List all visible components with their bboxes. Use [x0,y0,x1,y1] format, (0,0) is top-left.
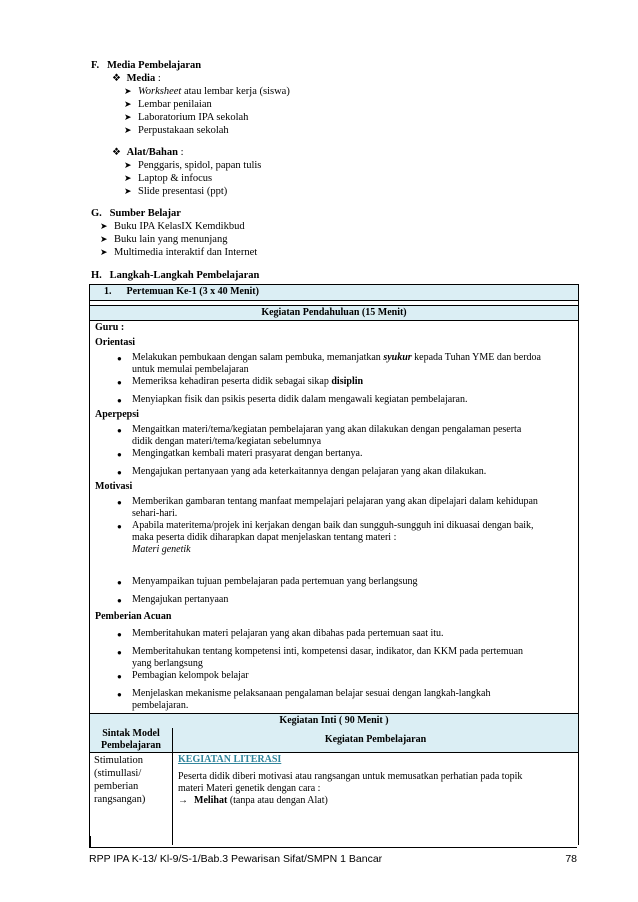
stim-line: pemberian [94,781,139,792]
disiplin-text: disiplin [331,376,364,387]
motivasi-item-cont: maka peserta didik diharapkan dapat menjelaskan tentang materi : [132,532,397,543]
guru-label: Guru : [95,322,125,333]
pendahuluan-header [90,305,578,321]
sumber-item [100,221,245,232]
apersepsi-heading: Aperpepsi [95,409,139,420]
dot-bullet-icon: ● [117,426,122,435]
page-number: 78 [565,853,577,865]
orientasi-item-cont: untuk memulai pembelajaran [132,364,249,375]
acuan-item: Menjelaskan mekanisme pelaksanaan pengalaman belajar sesuai dengan langkah-langkah [132,688,491,699]
col-sintak-line: Pembelajaran [101,740,161,751]
alat-row: ❖ Alat/Bahan : [112,147,184,158]
motivasi-item: Memberikan gambaran tentang manfaat mempelajari pelajaran yang akan dipelajari dalam kehidupan [132,496,538,507]
dot-bullet-icon: ● [117,498,122,507]
motivasi-item: Apabila materitema/projek ini kerjakan dengan baik dan sungguh-sungguh ini dikuasai dengan baik, [132,520,534,531]
sumber-item-label: Multimedia interaktif dan Internet [114,247,258,258]
media-row: ❖ Media : [112,73,161,84]
arrow-bullet-icon: ➤ [124,173,132,183]
motivasi-item: Mengajukan pertanyaan [132,594,229,605]
orientasi-item [132,376,363,388]
media-item-label: Laboratorium IPA sekolah [138,112,249,123]
dot-bullet-icon: ● [117,522,122,531]
column-header-row [90,728,578,753]
inti-title: Kegiatan Inti ( 90 Menit ) [279,715,389,726]
text-part: Memeriksa kehadiran peserta didik sebagai sikap [132,376,332,387]
dot-bullet-icon: ● [117,396,122,405]
syukur-text: syukur [383,352,412,363]
col-sintak-line: Sintak Model [102,728,160,739]
dot-bullet-icon: ● [117,690,122,699]
orientasi-heading: Orientasi [95,337,135,348]
arrow-bullet-icon: ➤ [124,99,132,109]
diamond-bullet-icon: ❖ [112,147,121,158]
arrow-bullet-icon: ➤ [124,86,132,96]
acuan-heading: Pemberian Acuan [95,611,172,622]
stim-line: (stimullasi/ [94,768,142,779]
arrow-bullet-icon: ➤ [100,247,108,257]
text-part: kepada Tuhan YME dan berdoa [411,352,541,363]
apersepsi-item-cont: didik dengan materi/tema/kegiatan sebelumnya [132,436,322,447]
acuan-item-cont: pembelajaran. [132,700,189,711]
dot-bullet-icon: ● [117,450,122,459]
section-g-title: G. Sumber Belajar [91,208,181,219]
dot-bullet-icon: ● [117,468,122,477]
literasi-heading: KEGIATAN LITERASI [178,754,282,765]
materi-text: Materi genetik [132,544,191,555]
motivasi-heading: Motivasi [95,481,133,492]
apersepsi-item: Mengingatkan kembali materi prasyarat dengan bertanya. [132,448,363,459]
alat-item-label: Laptop & infocus [138,173,213,184]
sumber-item [100,234,227,245]
worksheet-text: Worksheet [138,86,182,97]
media-item [124,112,248,123]
meeting-header [90,284,578,301]
media-item-label: Perpustakaan sekolah [138,125,229,136]
page-footer [89,853,577,865]
arrow-bullet-icon: ➤ [124,186,132,196]
dot-bullet-icon: ● [117,354,122,363]
alat-item [124,160,261,171]
alat-item-label: Penggaris, spidol, papan tulis [138,160,262,171]
media-label: Media [126,73,156,84]
stim-line: rangsangan) [94,794,146,805]
footer-divider [89,847,577,848]
alat-item [124,186,227,197]
col-sintak-header [90,728,173,752]
apersepsi-item: Mengajukan pertanyaan yang ada keterkaitannya dengan pelajaran yang akan dilakukan. [132,466,487,477]
section-h-title: H. Langkah-Langkah Pembelajaran [91,270,260,281]
alat-item [124,173,212,184]
arrow-bullet-icon: ➤ [100,234,108,244]
acuan-item-cont: yang berlangsung [132,658,203,669]
section-f-title: F. Media Pembelajaran [91,60,202,71]
stim-cell [94,754,145,806]
orientasi-item: Menyiapkan fisik dan psikis peserta didik dalam mengawali kegiatan pembelajaran. [132,394,468,405]
inti-header [90,713,578,729]
lesson-table [89,284,579,845]
column-divider [172,753,173,845]
stim-text: Peserta didik diberi motivasi atau rangsangan untuk memusatkan perhatian pada topik [178,771,523,782]
dot-bullet-icon: ● [117,378,122,387]
sumber-item-label: Buku lain yang menunjang [114,234,228,245]
arrow-bullet-icon: ➤ [124,125,132,135]
dot-bullet-icon: ● [117,672,122,681]
dot-bullet-icon: ● [117,578,122,587]
dot-bullet-icon: ● [117,596,122,605]
worksheet-suffix: atau lembar kerja (siswa) [181,86,290,97]
motivasi-item-cont: sehari-hari. [132,508,178,519]
stim-text-cont: materi Materi genetik dengan cara : [178,783,321,794]
footer-text: RPP IPA K-13/ Kl-9/S-1/Bab.3 Pewarisan Sifat/SMPN 1 Bancar [89,853,383,865]
acuan-item: Memberitahukan tentang kompetensi inti, kompetensi dasar, indikator, dan KKM pada pertemuan [132,646,524,657]
diamond-bullet-icon: ❖ [112,73,121,84]
alat-label: Alat/Bahan [126,147,178,158]
melihat-line [178,795,328,807]
media-item [124,125,229,136]
text-part: Melakukan pembukaan dengan salam pembuka, memanjatkan [132,352,384,363]
sumber-item [100,247,257,258]
col-kegiatan-header: Kegiatan Pembelajaran [324,734,427,745]
media-item-worksheet [124,86,290,97]
arrow-bullet-icon: ➤ [124,112,132,122]
acuan-item: Memberitahukan materi pelajaran yang akan dibahas pada pertemuan saat itu. [132,628,444,639]
dot-bullet-icon: ● [117,648,122,657]
sumber-item-label: Buku IPA KelasIX Kemdikbud [114,221,245,232]
stim-line: Stimulation [94,755,144,766]
right-arrow-icon: → [178,795,188,806]
arrow-bullet-icon: ➤ [124,160,132,170]
dot-bullet-icon: ● [117,630,122,639]
pendahuluan-title: Kegiatan Pendahuluan (15 Menit) [261,307,407,318]
motivasi-item: Menyampaikan tujuan pembelajaran pada pertemuan yang berlangsung [132,576,418,587]
alat-item-label: Slide presentasi (ppt) [138,186,228,197]
melihat-label: Melihat [194,795,228,806]
arrow-bullet-icon: ➤ [100,221,108,231]
orientasi-item [132,352,541,364]
apersepsi-item: Mengaitkan materi/tema/kegiatan pembelajaran yang akan dilakukan dengan pengalaman peserta [132,424,522,435]
media-item-label: Lembar penilaian [138,99,212,110]
media-item [124,99,212,110]
meeting-title: 1. Pertemuan Ke-1 (3 x 40 Menit) [104,286,259,297]
acuan-item: Pembagian kelompok belajar [132,670,249,681]
melihat-suffix: (tanpa atau dengan Alat) [227,795,328,806]
